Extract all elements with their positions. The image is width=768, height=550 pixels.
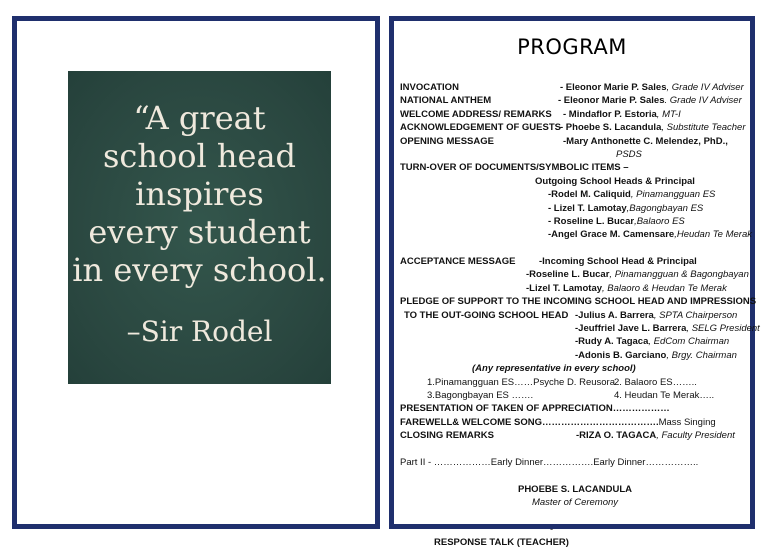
- item-person: -Adonis B. Garciano: [575, 349, 667, 361]
- item-role: , MT-I: [656, 108, 681, 120]
- item-subtitle: Outgoing School Heads & Principal: [535, 175, 695, 187]
- quote-line: school head: [103, 137, 296, 175]
- list-item: 3.Bagongbayan ES …….: [427, 389, 534, 401]
- quote-line: every student: [88, 213, 311, 251]
- item-person: -Mary Anthonette C. Melendez, PhD.,: [563, 135, 728, 147]
- pledge-note: (Any representative in every school): [472, 363, 636, 375]
- item-label: ACKNOWLEDGEMENT OF GUESTS: [400, 122, 561, 134]
- item-role: , SPTA Chairperson: [653, 309, 738, 321]
- emcee-role: Master of Ceremony: [531, 497, 619, 509]
- item-label: PRESENTATION OF TAKEN OF APPRECIATION………………: [400, 403, 670, 415]
- list-item: [400, 349, 750, 362]
- list-item: 4. Heudan Te Merak…..: [614, 389, 715, 401]
- item-role: , SELG President: [686, 323, 760, 335]
- item-label: WELCOME ADDRESS/ REMARKS: [400, 108, 552, 120]
- program-item-guests: [400, 121, 750, 134]
- item-person: -Jeuffriel Jave L. Barrera: [575, 323, 687, 335]
- program-item-opening: [400, 135, 750, 148]
- item-role: , Substitute Teacher: [661, 122, 746, 134]
- item-person: - Eleonor Marie P. Sales: [560, 82, 667, 93]
- item-subtitle: -Incoming School Head & Principal: [539, 256, 697, 268]
- item-person: -Lizel T. Lamotay: [526, 282, 603, 294]
- item-role: ,Balaoro ES: [634, 215, 685, 227]
- chalkboard-quote: [68, 71, 331, 384]
- item-role: PSDS: [616, 148, 642, 160]
- item-label: ACCEPTANCE MESSAGE: [400, 256, 516, 268]
- program-panel: [389, 16, 760, 549]
- list-item: 1.Pinamangguan ES……Psyche D. Reusora: [427, 376, 615, 388]
- program-item-acceptance: [400, 255, 750, 268]
- item-label: OPENING MESSAGE: [400, 135, 494, 147]
- program-item-invocation: [400, 81, 750, 94]
- list-item: [400, 215, 750, 228]
- item-label: TURN-OVER OF DOCUMENTS/SYMBOLIC ITEMS –: [400, 162, 629, 174]
- item-person: - Roseline L. Bucar: [548, 215, 635, 227]
- quote-line: inspires: [135, 175, 264, 213]
- item-role: , Grade IV Adviser: [666, 82, 744, 93]
- list-item: [400, 202, 750, 215]
- item-role: , Pinamangguan ES: [630, 189, 716, 201]
- list-item: [400, 335, 750, 348]
- item-person: -Rudy A. Tagaca: [575, 336, 649, 348]
- item-person: -Rodel M. Caliquid: [548, 189, 631, 201]
- item-label: INVOCATION: [400, 82, 459, 93]
- item-role: , Brgy. Chairman: [666, 349, 737, 361]
- item-person: - Phoebe S. Lacandula: [560, 122, 662, 134]
- item-person: - Lizel T. Lamotay: [548, 202, 627, 214]
- quote-line: in every school.: [72, 251, 327, 289]
- list-item: [400, 268, 750, 281]
- item-label: PLEDGE OF SUPPORT TO THE INCOMING SCHOOL HEAD AND IMPRESSIONS: [400, 296, 757, 308]
- list-item: 2. Balaoro ES……..: [614, 376, 697, 388]
- item-person: -RIZA O. TAGACA: [576, 430, 657, 442]
- part2-line: Part II - ………………Early Dinner…………….Early Dinner……………..: [400, 456, 699, 468]
- item-role: . Grade IV Adviser: [664, 95, 742, 107]
- item-role: ,Heudan Te Merak: [674, 229, 752, 241]
- quote-panel: [12, 16, 380, 529]
- item-label: CLOSING REMARKS: [400, 430, 494, 442]
- item-role: , EdCom Chairman: [648, 336, 730, 348]
- program-item-welcome: [400, 108, 750, 121]
- item-role: , Pinamangguan & Bagongbayan: [609, 269, 749, 281]
- list-item: [400, 188, 750, 201]
- item-label: TO THE OUT-GOING SCHOOL HEAD: [404, 309, 569, 321]
- program-item-turnover: [400, 161, 750, 174]
- list-item: [400, 228, 750, 241]
- program-item-anthem: [400, 94, 750, 107]
- program-item-pledge: [400, 295, 757, 308]
- emcee-name: PHOEBE S. LACANDULA: [517, 483, 632, 495]
- item-person: - Mindaflor P. Estoria: [563, 108, 657, 120]
- item-label: NATIONAL ANTHEM: [400, 95, 492, 107]
- program-item-closing: [400, 429, 750, 442]
- item-person: -Angel Grace M. Camensare: [548, 229, 675, 241]
- item-label: FAREWELL& WELCOME SONG……………………………….: [400, 416, 659, 428]
- program-title: PROGRAM: [517, 35, 627, 59]
- item-role: , Faculty President: [656, 430, 735, 442]
- item-person: -Julius A. Barrera: [575, 309, 654, 321]
- quote-author: –Sir Rodel: [126, 315, 273, 348]
- dash-mark: -: [550, 523, 554, 535]
- item-value: Mass Singing: [658, 416, 716, 428]
- response-talk: RESPONSE TALK (TEACHER): [434, 537, 569, 549]
- quote-line: “A great: [133, 99, 266, 137]
- item-person: - Eleonor Marie P. Sales: [558, 95, 665, 107]
- program-list: [400, 81, 760, 550]
- program-item-presentation: [400, 402, 750, 415]
- program-item-part2: [400, 456, 750, 469]
- item-person: -Roseline L. Bucar: [526, 269, 610, 281]
- list-item: [400, 282, 750, 295]
- program-item-farewell: [400, 416, 750, 429]
- list-item: [400, 322, 760, 335]
- item-role: ,Bagongbayan ES: [626, 202, 704, 214]
- item-role: , Balaoro & Heudan Te Merak: [602, 282, 727, 294]
